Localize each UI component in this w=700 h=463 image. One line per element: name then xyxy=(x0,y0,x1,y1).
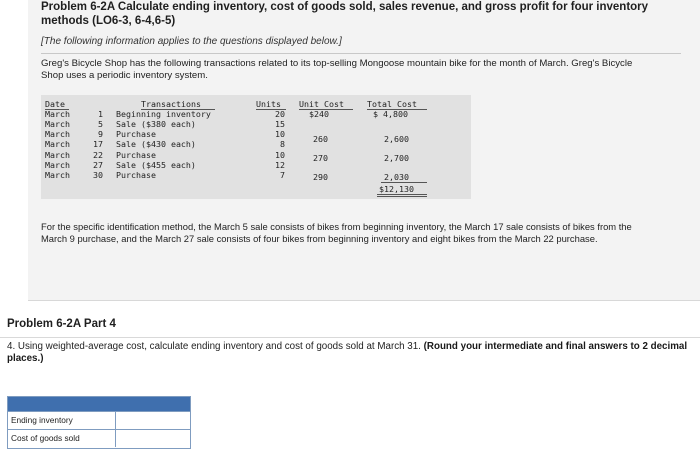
cost-of-goods-sold-input[interactable] xyxy=(115,430,189,447)
grand-total: $12,130 xyxy=(379,184,414,194)
row-units: 10 xyxy=(275,129,285,139)
answer-table xyxy=(7,396,191,449)
row-month: March xyxy=(45,129,70,139)
answer-row-cost-of-goods-sold xyxy=(8,429,190,447)
header-transactions: Transactions xyxy=(141,99,201,109)
row-month: March xyxy=(45,119,70,129)
row-units: 20 xyxy=(275,109,285,119)
row-unit-cost: $240 xyxy=(309,109,329,119)
row-total-cost: 2,600 xyxy=(384,134,409,144)
row-units: 10 xyxy=(275,150,285,160)
answer-row-ending-inventory xyxy=(8,411,190,429)
row-total-cost: 2,700 xyxy=(384,153,409,163)
transactions-table xyxy=(41,95,471,199)
row-total-cost: $ 4,800 xyxy=(373,109,408,119)
divider xyxy=(0,337,700,338)
row-unit-cost: 260 xyxy=(313,134,328,144)
row-units: 8 xyxy=(280,139,285,149)
row-total-cost: 2,030 xyxy=(384,172,409,182)
row-units: 12 xyxy=(275,160,285,170)
row-transaction: Purchase xyxy=(116,129,156,139)
header-date: Date xyxy=(45,99,65,109)
row-unit-cost: 290 xyxy=(313,172,328,182)
row-day: 30 xyxy=(93,170,103,180)
row-transaction: Sale ($455 each) xyxy=(116,160,196,170)
header-units: Units xyxy=(256,99,281,109)
answer-table-header xyxy=(8,397,190,411)
ending-inventory-input[interactable] xyxy=(115,412,189,429)
row-units: 15 xyxy=(275,119,285,129)
divider xyxy=(41,53,681,54)
total-double-underline xyxy=(377,196,427,197)
row-day: 27 xyxy=(93,160,103,170)
part-title: Problem 6-2A Part 4 xyxy=(7,318,116,330)
question-text xyxy=(7,341,697,365)
problem-intro: Greg's Bicycle Shop has the following transactions related to its top-selling Mongoose mountain bike for the month of March. Greg's Bicycle Shop uses a periodic inventory system. xyxy=(41,58,633,81)
cost-of-goods-sold-label: Cost of goods sold xyxy=(11,433,80,443)
row-month: March xyxy=(45,139,70,149)
total-double-underline xyxy=(377,194,427,195)
row-unit-cost: 270 xyxy=(313,153,328,163)
row-month: March xyxy=(45,160,70,170)
row-transaction: Sale ($380 each) xyxy=(116,119,196,129)
row-transaction: Beginning inventory xyxy=(116,109,211,119)
row-units: 7 xyxy=(280,170,285,180)
header-unit-cost: Unit Cost xyxy=(299,99,344,109)
row-month: March xyxy=(45,109,70,119)
question-rounding-note: (Round your intermediate and final answers to 2 decimal places.) xyxy=(7,341,688,364)
row-day: 5 xyxy=(98,119,103,129)
ending-inventory-label: Ending inventory xyxy=(11,415,73,425)
row-day: 22 xyxy=(93,150,103,160)
problem-title: Problem 6-2A Calculate ending inventory, cost of goods sold, sales revenue, and gross profit for four inventory methods (LO6-3, 6-4,6-5) xyxy=(41,1,649,27)
row-transaction: Purchase xyxy=(116,150,156,160)
question-plain: 4. Using weighted-average cost, calculate ending inventory and cost of goods sold at March 31. xyxy=(7,341,424,352)
row-day: 1 xyxy=(98,109,103,119)
row-month: March xyxy=(45,150,70,160)
total-underline xyxy=(381,182,427,183)
problem-info-panel xyxy=(28,0,700,301)
row-transaction: Sale ($430 each) xyxy=(116,139,196,149)
row-day: 17 xyxy=(93,139,103,149)
row-day: 9 xyxy=(98,129,103,139)
header-total-cost: Total Cost xyxy=(367,99,417,109)
row-transaction: Purchase xyxy=(116,170,156,180)
specific-identification-note: For the specific identification method, the March 5 sale consists of bikes from beginning inventory, the March 17 sale consists of bikes from the March 9 purchase, and the March 27 sale consists of four bikes from beginning inventory and eight bikes from the March 22 purchase. xyxy=(41,221,632,244)
info-note: [The following information applies to the questions displayed below.] xyxy=(41,36,342,47)
row-month: March xyxy=(45,170,70,180)
